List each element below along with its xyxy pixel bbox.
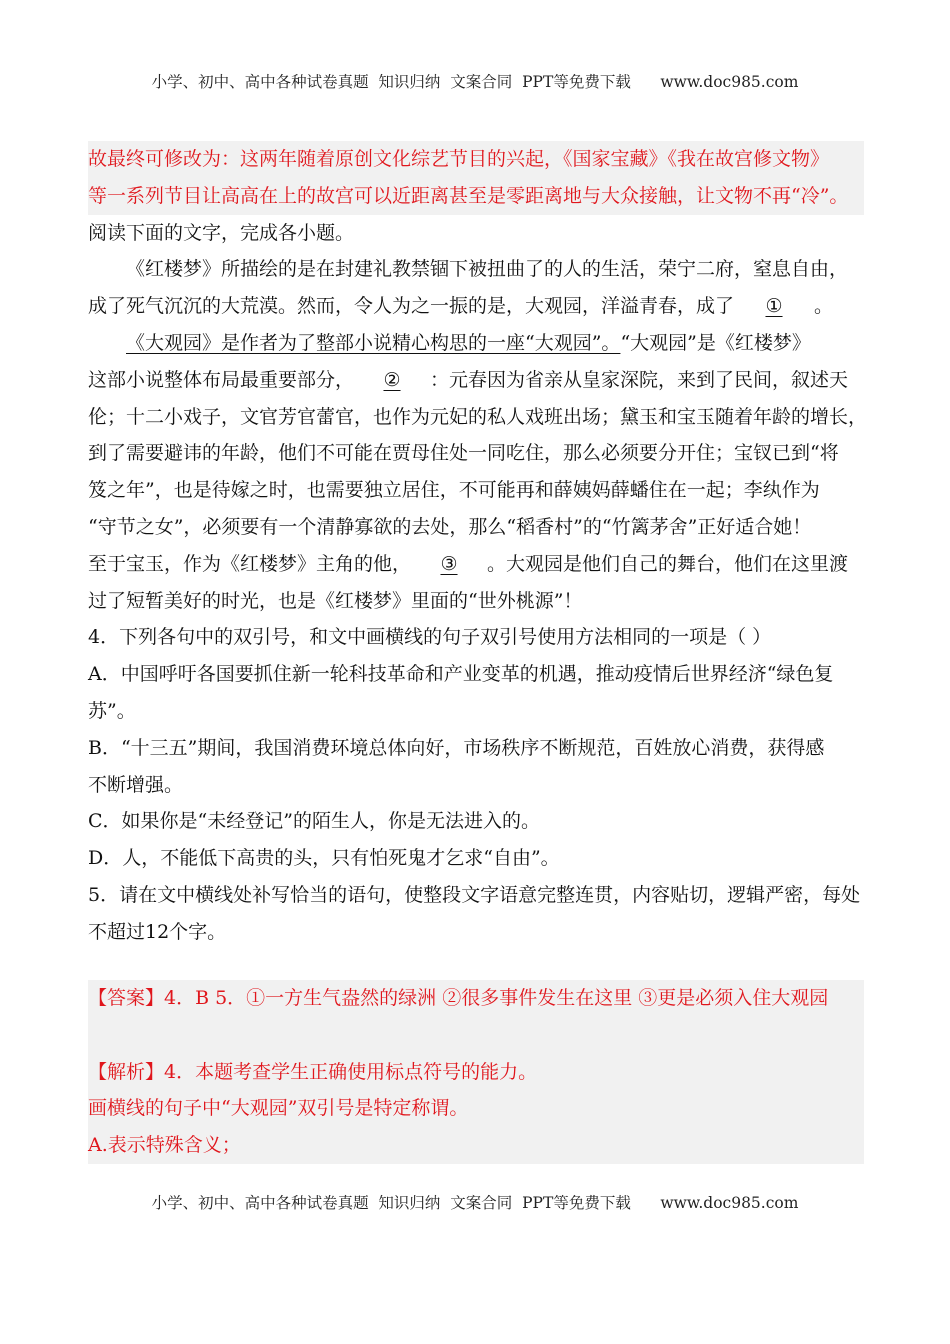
passage-p1-line-1: 《红楼梦》所描绘的是在封建礼教禁锢下被扭曲了的人的生活，荣宁二府，窒息自由， xyxy=(126,258,849,281)
option-a-line-2: 苏”。 xyxy=(88,699,136,722)
question-4: 4．下列各句中的双引号，和文中画横线的句子双引号使用方法相同的一项是（ ） xyxy=(88,626,772,649)
underlined-sentence: 《大观园》是作者为了整部小说精心构思的一座“大观园”。 xyxy=(126,331,621,354)
page-header: 小学、初中、高中各种试卷真题 知识归纳 文案合同 PPT等免费下载 www.doc985.com xyxy=(151,73,799,91)
option-b-line-1: B．“十三五”期间，我国消费环境总体向好，市场秩序不断规范，百姓放心消费，获得感 xyxy=(88,736,825,759)
passage-p2-line-3: 伦；十二小戏子，文官芳官蕾官，也作为元妃的私人戏班出场；黛玉和宝玉随着年龄的增长， xyxy=(88,405,868,428)
analysis-line-2: 画横线的句子中“大观园”双引号是特定称谓。 xyxy=(88,1097,469,1120)
option-a-line-1: A．中国呼吁各国要抓住新一轮科技革命和产业变革的机遇，推动疫情后世界经济“绿色复 xyxy=(88,663,834,686)
option-c: C．如果你是“未经登记”的陌生人，你是无法进入的。 xyxy=(88,810,540,833)
passage-p2-line-6: “守节之女”，必须要有一个清静寡欲的去处，那么“稻香村”的“竹篱茅舍”正好适合她！ xyxy=(88,515,812,538)
passage-p2-line-5: 笈之年”，也是待嫁之时，也需要独立居住，不可能再和薛姨妈薛蟠住在一起；李纨作为 xyxy=(88,479,820,502)
document-body xyxy=(88,141,868,951)
answer-line: 【答案】4．B 5．①一方生气盎然的绿洲 ②很多事件发生在这里 ③更是必须入住大观园 xyxy=(88,987,829,1009)
answer-block xyxy=(88,980,864,1164)
passage-p2-line-1: 《大观园》是作者为了整部小说精心构思的一座“大观园”。“大观园”是《红楼梦》 xyxy=(126,331,811,354)
reading-instruction: 阅读下面的文字，完成各小题。 xyxy=(88,221,355,244)
option-b-line-2: 不断增强。 xyxy=(88,773,184,796)
passage-p2-line-7: 至于宝玉，作为《红楼梦》主角的他， ③ 。大观园是他们自己的舞台，他们在这里渡 xyxy=(88,546,864,583)
question-5-line-1: 5．请在文中横线处补写恰当的语句，使整段文字语意完整连贯，内容贴切，逻辑严密，每处 xyxy=(88,883,861,906)
blank-1: ① xyxy=(765,295,783,318)
passage-p2-line-4: 到了需要避讳的年龄，他们不可能在贾母住处一同吃住，那么必须要分开住；宝钗已到“将 xyxy=(88,442,839,465)
analysis-line-1: 【解析】4．本题考查学生正确使用标点符号的能力。 xyxy=(88,1060,538,1083)
previous-answer-line-1: 故最终可修改为：这两年随着原创文化综艺节目的兴起，《国家宝藏》《我在故宫修文物》 xyxy=(88,141,864,178)
question-5-line-2: 不超过12个字。 xyxy=(88,920,227,943)
blank-3: ③ xyxy=(440,552,458,575)
previous-answer-line-2: 等一系列节目让高高在上的故宫可以近距离甚至是零距离地与大众接触，让文物不再“冷”。 xyxy=(88,178,864,215)
analysis-line-3: A.表示特殊含义； xyxy=(88,1134,241,1157)
page-footer: 小学、初中、高中各种试卷真题 知识归纳 文案合同 PPT等免费下载 www.doc985.com xyxy=(151,1194,799,1212)
option-d: D．人，不能低下高贵的头，只有怕死鬼才乞求“自由”。 xyxy=(88,847,560,870)
passage-p2-line-8: 过了短暂美好的时光，也是《红楼梦》里面的“世外桃源”！ xyxy=(88,589,583,612)
passage-p1-line-2: 成了死气沉沉的大荒漠。然而，令人为之一振的是，大观园，洋溢青春，成了 ① 。 xyxy=(88,288,864,325)
blank-2: ② xyxy=(383,368,401,391)
passage-p2-line-2: 这部小说整体布局最重要部分， ② ：元春因为省亲从皇家深院，来到了民间，叙述天 xyxy=(88,362,864,399)
